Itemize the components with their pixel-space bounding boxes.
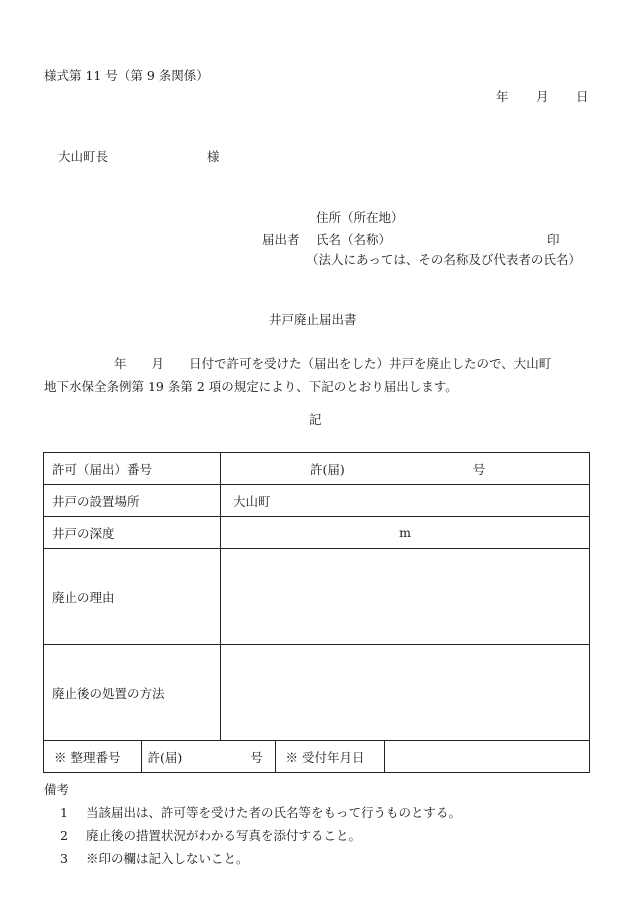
abolition-reason-label: 廃止の理由 xyxy=(44,549,221,645)
table-row xyxy=(44,517,590,549)
table-row xyxy=(44,453,590,485)
body-paragraph xyxy=(44,352,589,398)
form-number: 様式第 11 号（第 9 条関係） xyxy=(44,68,209,83)
note-text: ※印の欄は記入しないこと。 xyxy=(86,851,249,866)
note-number: 2 xyxy=(60,828,68,843)
applicant-role-label: 届出者 xyxy=(262,232,300,247)
permit-number-suffix: 号 xyxy=(472,461,486,477)
office-use-row xyxy=(44,741,590,773)
post-disposal-method-label: 廃止後の処置の方法 xyxy=(44,645,221,741)
permit-number-label: 許可（届出）番号 xyxy=(44,453,221,485)
well-location-value[interactable]: 大山町 xyxy=(221,485,590,517)
ki-heading: 記 xyxy=(309,412,322,427)
note-number: 1 xyxy=(60,805,68,820)
date-day-label: 日 xyxy=(576,89,589,104)
note-text: 廃止後の措置状況がわかる写真を添付すること。 xyxy=(86,828,362,843)
registration-number-suffix: 号 xyxy=(250,749,263,765)
body-line-1: 年 月 日付で許可を受けた（届出をした）井戸を廃止したので、大山町 xyxy=(114,356,552,371)
notes-section xyxy=(44,778,461,870)
body-line-2: 地下水保全条例第 19 条第 2 項の規定により、下記のとおり届出します。 xyxy=(44,379,458,394)
document-title: 井戸廃止届出書 xyxy=(269,312,357,327)
date-month-label: 月 xyxy=(536,89,549,104)
notes-heading: 備考 xyxy=(44,782,70,797)
addressee-title: 大山町長 xyxy=(58,149,109,164)
note-number: 3 xyxy=(60,851,68,866)
note-text: 当該届出は、許可等を受けた者の氏名等をもって行うものとする。 xyxy=(86,805,462,820)
registration-number-prefix: 許(届) xyxy=(147,749,183,765)
well-depth-label: 井戸の深度 xyxy=(44,517,221,549)
date-year-label: 年 xyxy=(496,89,509,104)
registration-number-label: ※ 整理番号 xyxy=(54,749,121,765)
permit-number-cell[interactable] xyxy=(221,453,590,485)
well-location-label: 井戸の設置場所 xyxy=(44,485,221,517)
post-disposal-method-value[interactable] xyxy=(221,645,590,741)
seal-mark: 印 xyxy=(547,232,560,247)
table-row xyxy=(44,485,590,517)
note-item xyxy=(44,801,461,824)
received-date-value[interactable] xyxy=(384,741,590,772)
table-row xyxy=(44,741,590,773)
notification-table xyxy=(43,452,590,773)
addressee-honorific: 様 xyxy=(207,149,220,164)
applicant-address-label: 住所（所在地） xyxy=(316,210,404,225)
note-item xyxy=(44,847,461,870)
applicant-name-label: 氏名（名称） xyxy=(316,232,392,247)
well-depth-unit[interactable]: m xyxy=(221,517,590,549)
table-row xyxy=(44,645,590,741)
table-row xyxy=(44,549,590,645)
registration-number-cell[interactable] xyxy=(141,741,275,772)
received-date-label: ※ 受付年月日 xyxy=(275,741,384,772)
abolition-reason-value[interactable] xyxy=(221,549,590,645)
permit-number-prefix: 許(届) xyxy=(310,461,345,477)
note-item xyxy=(44,824,461,847)
corporate-note: （法人にあっては、その名称及び代表者の氏名） xyxy=(306,252,581,267)
